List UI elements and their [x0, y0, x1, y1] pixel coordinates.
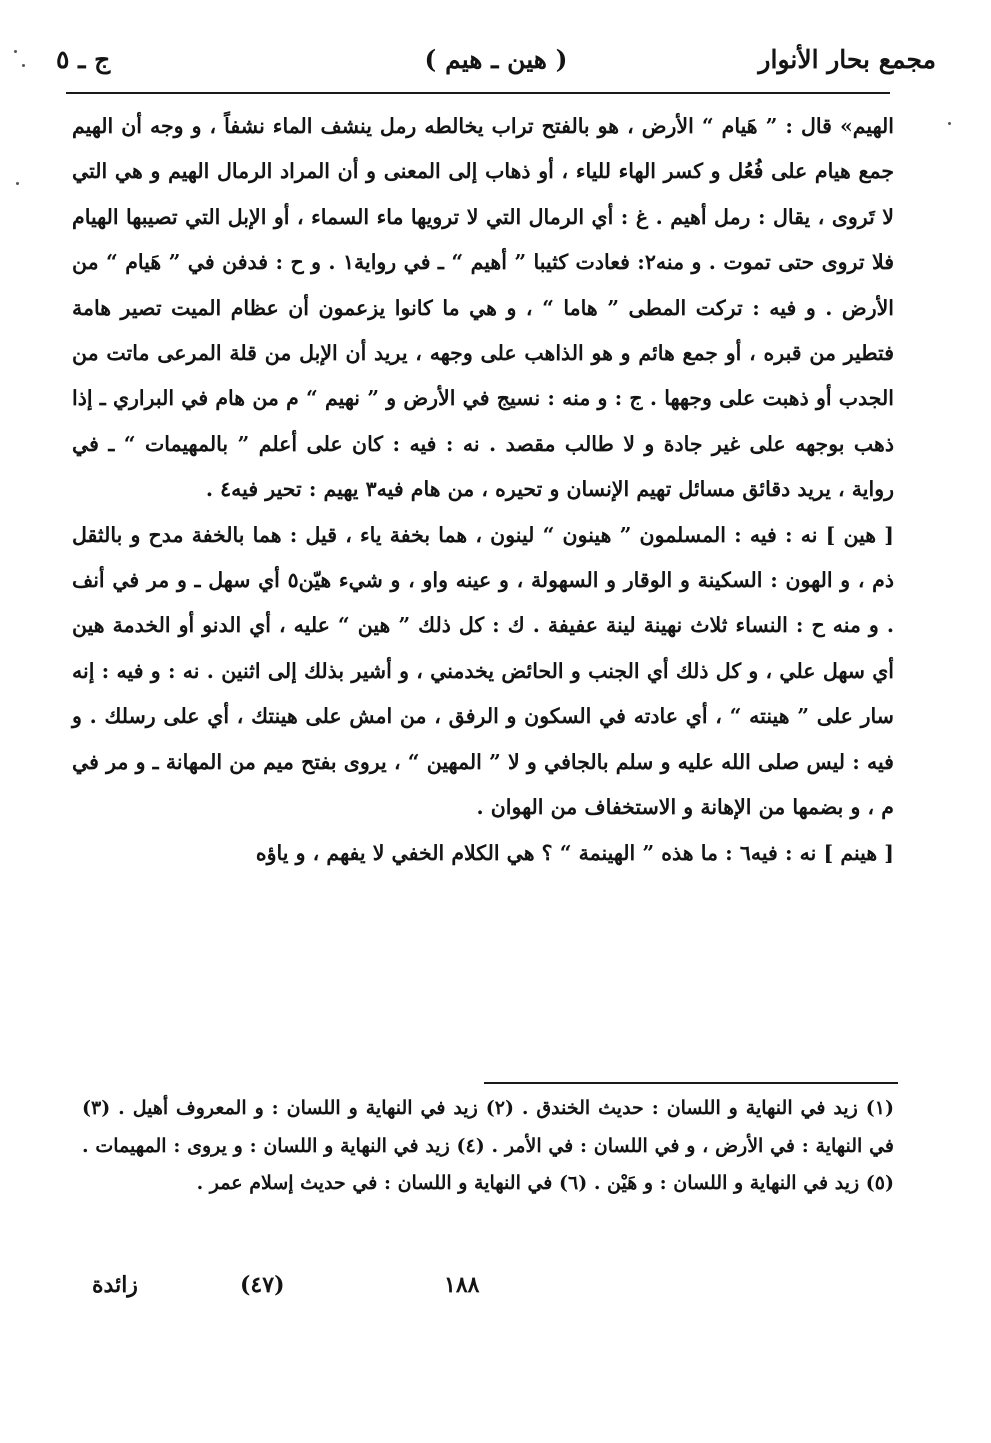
page-footer [92, 1272, 532, 1312]
footnote-rule [484, 1082, 898, 1084]
scan-speck [14, 50, 17, 53]
footnotes [82, 1090, 894, 1203]
scan-speck [22, 64, 25, 67]
footer-note: زائدة [92, 1272, 138, 1298]
section-headword: ( هين ـ هيم ) [424, 45, 568, 74]
scan-speck [948, 122, 951, 125]
page-number: ١٨٨ [444, 1272, 480, 1298]
scan-speck [16, 182, 19, 185]
book-title: مجمع بحار الأنوار [758, 45, 936, 74]
footnote-text: (١) زيد في النهاية و اللسان : حديث الخندق . (٢) زيد في النهاية و اللسان : و المعروف أهيل . (٣) في النهاية : في الأرض ، و في اللسان : في الأمر . (٤) زيد في النهاية و اللسان : و يروى : المهيمات . (٥) زيد في النهاية و اللسان : و هَيْن . (٦) في النهاية و اللسان : في حديث إسلام عمر . [82, 1097, 895, 1194]
header-rule [66, 92, 890, 94]
entry-paragraph-haynam: [ هينم ] نه : فيه٦ : ما هذه ” الهينمة “ ؟ هي الكلام الخفي لا يفهم ، و ياؤه [255, 840, 894, 865]
signature-mark: (٤٧) [240, 1272, 285, 1298]
main-text [72, 104, 894, 876]
page-header [56, 38, 936, 86]
entry-paragraph-heen: [ هين ] نه : فيه : المسلمون ” هينون “ لينون ، هما بخفة ياء ، قيل : هما بالخفة مدح و بالثقل ذم ، و الهون : السكينة و الوقار و السهولة ، و عينه واو ، و شيء هيّن٥ أي سهل ـ و مر في أنف . و منه ح : النساء ثلاث نهينة لينة عفيفة . ك : كل ذلك ” هين “ عليه ، أي الدنو أو الخدمة هين أي سهل علي ، و كل ذلك أي الجنب و الحائض يخدمني ، و أشير بذلك إلى اثنين . نه : و فيه : إنه سار على ” هينته “ ، أي عادته في السكون و الرفق ، من امش على هينتك ، أي على رسلك . و فيه : ليس صلى الله عليه و سلم بالجافي و لا ” المهين “ ، يروى بفتح ميم من المهانة ـ و مر في م ، و بضمها من الإهانة و الاستخفاف من الهوان . [72, 522, 894, 820]
volume-number: ج ـ ٥ [56, 45, 111, 74]
entry-paragraph-heem: الهيم» قال : ” هَيام “ الأرض ، هو بالفتح تراب يخالطه رمل ينشف الماء نشفاً ، و وجه أن الهيم جمع هيام على فُعُل و كسر الهاء للياء ، أو ذهاب إلى المعنى و أن المراد الرمال الهيم و هي التي لا تَروى ، يقال : رمل أهيم . غ : أي الرمال التي لا ترويها ماء السماء ، أو الإبل التي تصيبها الهيام فلا تروى حتى تموت . و منه٢: فعادت كثيبا ” أهيم “ ـ في رواية١ . و ح : فدفن في ” هَيام “ من الأرض . و فيه : تركت المطى ” هاما “ ، و هي ما كانوا يزعمون أن عظام الميت تصير هامة فتطير من قبره ، أو جمع هائم و هو الذاهب على وجهه ، يريد أن الإبل من قلة المرعى ماتت من الجدب أو ذهبت على وجهها . ج : و منه : نسيج في الأرض و ” نهيم “ م من هام في البراري ـ إذا ذهب بوجهه على غير جادة و لا طالب مقصد . نه : فيه : كان على أعلم ” بالمهيمات “ ـ في رواية ، يريد دقائق مسائل تهيم الإنسان و تحيره ، من هام فيه٣ يهيم : تحير فيه٤ . [72, 114, 894, 502]
